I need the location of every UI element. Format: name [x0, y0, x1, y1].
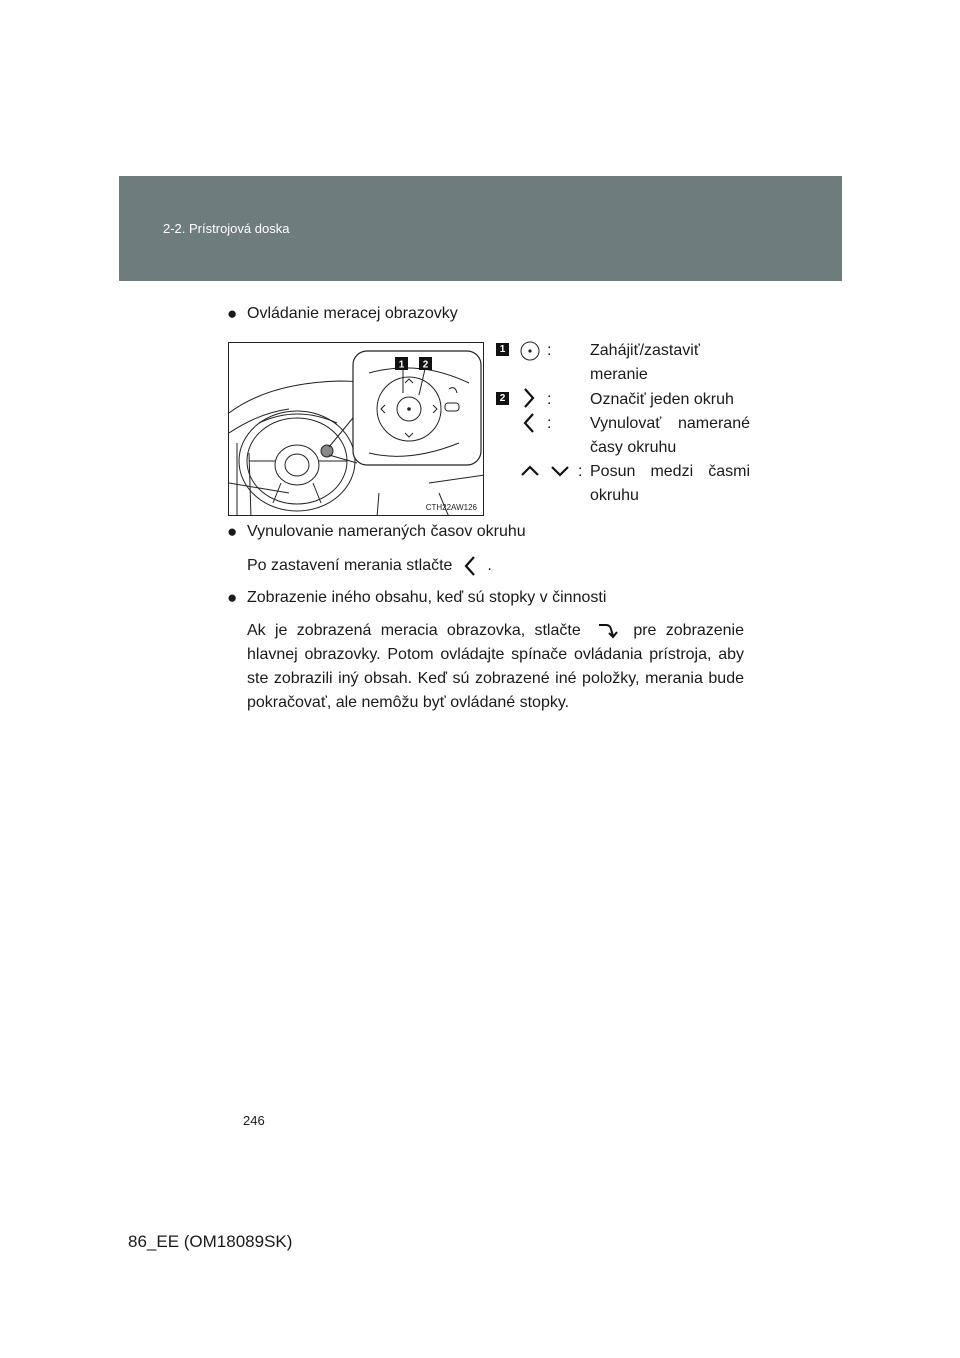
bullet-icon: ● [227, 588, 238, 607]
legend-colon: : [547, 342, 552, 359]
page-number: 246 [243, 1113, 265, 1128]
legend-desc-mark-lap: Označiť jeden okruh [590, 391, 734, 408]
reset-text [247, 554, 492, 578]
legend-badge-2: 2 [496, 392, 509, 405]
reset-text-after: . [487, 557, 492, 574]
other-text-part-2: pre zobrazenie hlavnej obrazovky. Potom ovládajte spínače ovládania prístroja, aby ste zobrazili iný obsah. Keď sú zobrazené iné položky, merania bude pokračovať, ale nemôžu byť ovládané stopky. [247, 622, 745, 711]
reset-heading: Vynulovanie nameraných časov okruhu [247, 523, 526, 540]
bullet-icon: ● [227, 522, 238, 541]
legend-desc-reset-laps: Vynulovať namerané časy okruhu [590, 415, 750, 456]
figure-badge-1: 1 [398, 359, 405, 371]
legend-badge-1: 1 [496, 343, 509, 356]
section-title: 2-2. Prístrojová doska [163, 221, 290, 236]
chevron-right-icon [521, 386, 537, 410]
chevron-left-icon [457, 555, 483, 577]
legend-colon: : [547, 415, 552, 432]
other-content-paragraph [247, 619, 744, 715]
other-text-part-1: Ak je zobrazená meracia obrazovka, stlačte [247, 622, 581, 639]
steering-wheel-illustration [229, 343, 484, 516]
footer-code: 86_EE (OM18089SK) [128, 1232, 293, 1251]
chevron-up-icon [519, 463, 541, 479]
figure-badge-2: 2 [422, 359, 429, 371]
bullet-icon: ● [227, 304, 238, 323]
chevron-down-icon [549, 463, 571, 479]
legend-desc-start-stop: Zahájiť/zastaviť meranie [590, 342, 700, 383]
chevron-left-icon [521, 411, 537, 435]
legend-colon: : [578, 463, 583, 480]
other-content-heading: Zobrazenie iného obsahu, keď sú stopky v činnosti [247, 589, 607, 606]
back-arrow-icon [590, 621, 624, 641]
center-dot-button-icon [519, 340, 541, 362]
legend-desc-scroll-laps: Posun medzi časmi okruhu [590, 463, 750, 504]
figure-code: CTH22AW126 [425, 503, 477, 512]
section-header-band [119, 176, 842, 281]
legend-colon: : [547, 391, 552, 408]
steering-wheel-figure [228, 342, 484, 516]
controls-heading: Ovládanie meracej obrazovky [247, 305, 458, 322]
reset-text-before: Po zastavení merania stlačte [247, 557, 453, 574]
